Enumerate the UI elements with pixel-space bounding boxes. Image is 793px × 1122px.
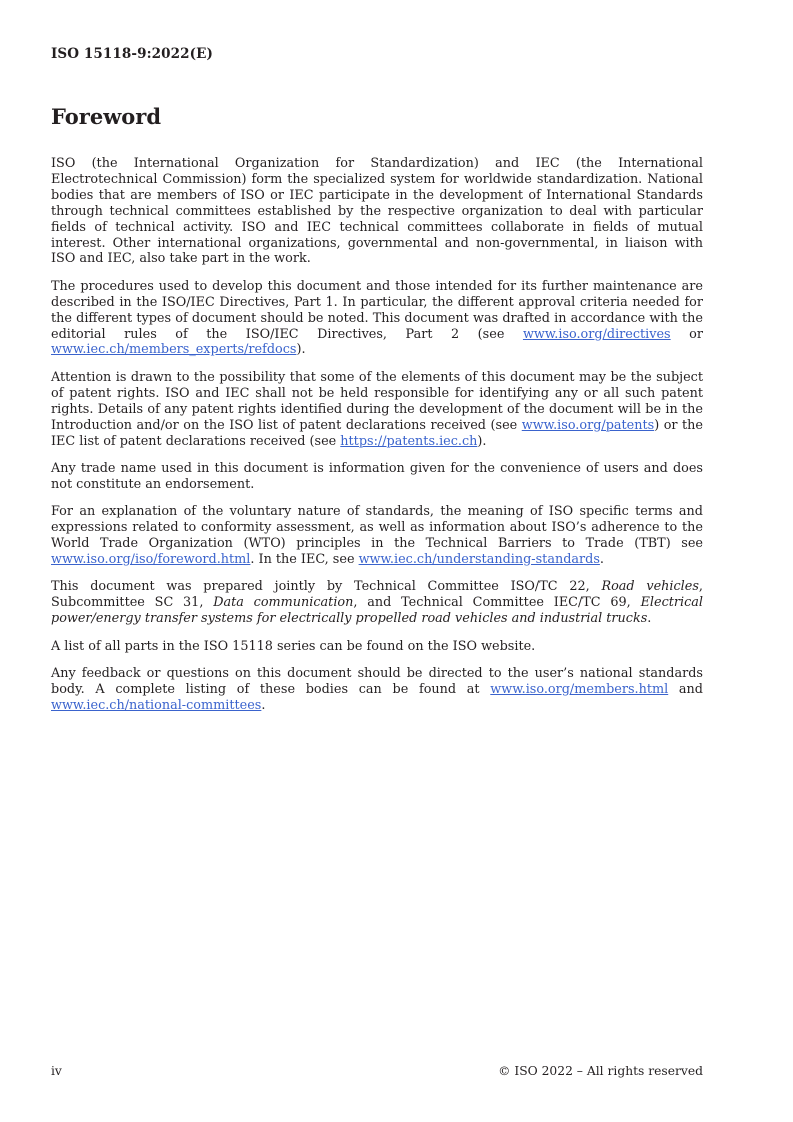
- hyperlink[interactable]: www.iec.ch/members_experts/refdocs: [51, 342, 297, 358]
- text-run: Any feedback or questions on this document should be directed to the user’s national standards body. A complete listing of these bodies can be found at: [51, 665, 703, 697]
- hyperlink[interactable]: https://patents.iec.ch: [340, 433, 478, 449]
- page-title: Foreword: [51, 104, 162, 129]
- text-run: ).: [477, 433, 487, 449]
- text-run: . In the IEC, see: [250, 551, 359, 567]
- copyright-notice: © ISO 2022 – All rights reserved: [498, 1064, 703, 1078]
- text-run: or: [670, 326, 703, 342]
- text-run: The procedures used to develop this document and those intended for its further maintenance are described in the ISO/IEC Directives, Part 1. In particular, the different approval criteria needed for the different types of document should be noted. This document was drafted in accordance with the editorial rules of the ISO/IEC Directives, Part 2 (see: [51, 278, 703, 342]
- paragraph: [51, 666, 703, 714]
- text-run: and: [668, 681, 703, 697]
- hyperlink[interactable]: www.iso.org/members.html: [490, 681, 669, 697]
- page-number: iv: [51, 1064, 62, 1078]
- hyperlink[interactable]: www.iso.org/iso/foreword.html: [51, 551, 251, 567]
- doc-reference: ISO 15118-9:2022(E): [51, 46, 214, 62]
- text-run: .: [647, 611, 652, 627]
- text-run: , and Technical Committee IEC/TC 69,: [353, 595, 641, 611]
- text-run: A list of all parts in the ISO 15118 series can be found on the ISO website.: [51, 638, 536, 654]
- text-run: Any trade name used in this document is information given for the convenience of users and does not constitute an endorsement.: [51, 460, 703, 492]
- hyperlink[interactable]: www.iso.org/directives: [522, 326, 671, 342]
- text-run: .: [599, 551, 604, 567]
- paragraph: [51, 279, 703, 359]
- text-run: , Subcommittee SC 31,: [51, 579, 703, 611]
- hyperlink[interactable]: www.iec.ch/understanding-standards: [358, 551, 600, 567]
- paragraph: [51, 156, 703, 267]
- paragraph: [51, 579, 703, 627]
- text-run: For an explanation of the voluntary nature of standards, the meaning of ISO specific terms and expressions related to conformity assessment, as well as information about ISO’s adherence to the World Trade Organization (WTO) principles in the Technical Barriers to Trade (TBT) see: [51, 504, 703, 552]
- paragraph: [51, 370, 703, 450]
- hyperlink[interactable]: www.iso.org/patents: [521, 417, 655, 433]
- text-run: ) or the IEC list of patent declarations received (see: [51, 417, 703, 449]
- foreword-body: [51, 156, 703, 725]
- text-run: This document was prepared jointly by Technical Committee ISO/TC 22,: [51, 579, 602, 595]
- paragraph: [51, 504, 703, 568]
- italic-text-run: Road vehicles: [601, 579, 699, 595]
- italic-text-run: Electrical power/energy transfer systems for electrically propelled road vehicles and industrial trucks: [51, 595, 703, 627]
- paragraph: [51, 461, 703, 493]
- italic-text-run: Data communication: [213, 595, 354, 611]
- page-footer: [51, 1064, 703, 1078]
- text-run: ISO (the International Organization for Standardization) and IEC (the International Electrotechnical Commission) form the specialized system for worldwide standardization. National bodies that are members of ISO or IEC participate in the development of International Standards through technical committees established by the respective organization to deal with particular fields of technical activity. ISO and IEC technical committees collaborate in fields of mutual interest. Other international organizations, governmental and non-governmental, in liaison with ISO and IEC, also take part in the work.: [51, 156, 703, 267]
- paragraph: [51, 639, 703, 655]
- text-run: Attention is drawn to the possibility that some of the elements of this document may be the subject of patent rights. ISO and IEC shall not be held responsible for identifying any or all such patent rights. Details of any patent rights identified during the development of the document will be in the Introduction and/or on the ISO list of patent declarations received (see: [51, 369, 703, 433]
- text-run: .: [261, 697, 266, 713]
- text-run: ).: [296, 342, 306, 358]
- hyperlink[interactable]: www.iec.ch/national-committees: [51, 697, 262, 713]
